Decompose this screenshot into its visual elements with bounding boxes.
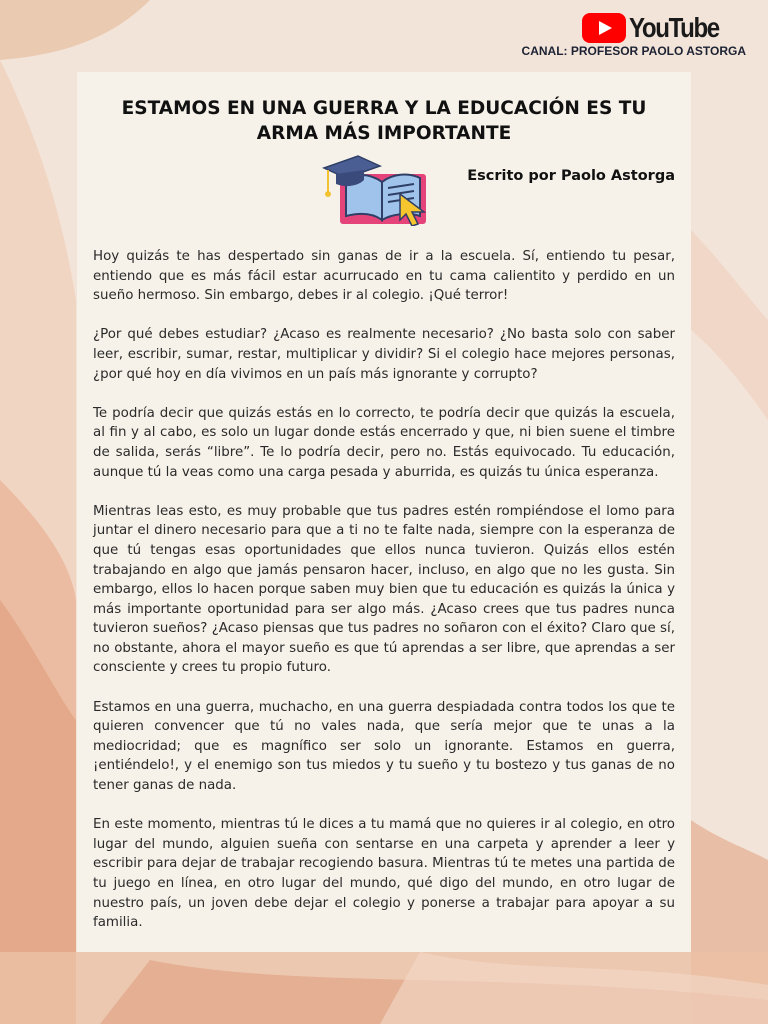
paragraph: ¿Por qué debes estudiar? ¿Acaso es realmente necesario? ¿No basta solo con saber leer, escribir, sumar, restar, multiplicar y dividir? Si el colegio hace mejores personas, ¿por qué hoy en día vivimos en un país más ignorante y corrupto?	[93, 327, 675, 382]
article-author: Escrito por Paolo Astorga	[467, 168, 675, 184]
paragraph: Te podría decir que quizás estás en lo correcto, te podría decir que quizás la escuela, al fin y al cabo, es solo un lugar donde estás encerrado y que, ni bien suene el timbre de salida, serás “libre”. Te lo podría decir, pero no. Estás equivocado. Tu educación, aunque tú la veas como una carga pesada y aburrida, es quizás tu única esperanza.	[93, 405, 675, 480]
paragraph: Hoy quizás te has despertado sin ganas de ir a la escuela. Sí, entiendo tu pesar, entiendo que es más fácil estar acurrucado en tu cama calientito y perdido en un sueño hermoso. Sin embargo, debes ir al colegio. ¡Qué terror!	[93, 249, 675, 304]
youtube-play-icon	[582, 13, 626, 43]
paragraph: Mientras leas esto, es muy probable que tus padres estén rompiéndose el lomo para juntar el dinero necesario para que a ti no te falte nada, siempre con la esperanza de que tú tengas esas oportunidades que ellos nunca tuvieron. Quizás ellos estén trabajando en algo que jamás pensaron hacer, incluso, en algo que no les gusta. Sin embargo, ellos lo hacen porque saben muy bien que tu educación es quizás la única y más importante oportunidad para ser algo más. ¿Acaso crees que tus padres nunca tuvieron sueños? ¿Acaso piensas que tus padres no soñaron con el éxito? Claro que sí, no obstante, ahora el mayor sueño es que tú aprendas a ser libre, que aprendas a ser consciente y crees tu propio futuro.	[93, 503, 675, 676]
article-body	[93, 247, 675, 952]
article-card	[77, 72, 691, 952]
channel-name: CANAL: PROFESOR PAOLO ASTORGA	[521, 44, 746, 58]
youtube-logo	[582, 12, 733, 44]
paragraph: Estamos en una guerra, muchacho, en una guerra despiadada contra todos los que te quieren convencer que tú no vales nada, que sería mejor que te unas a la mediocridad; que es magnífico ser solo un ignorante. Estamos en guerra, ¡entiéndelo!, y el enemigo son tus miedos y tu sueño y tu bostezo y tus ganas de no tener ganas de nada.	[93, 699, 675, 794]
youtube-wordmark: YouTube	[629, 12, 719, 43]
education-book-icon	[322, 154, 432, 226]
paragraph: En este momento, mientras tú le dices a tu mamá que no quieres ir al colegio, en otro lugar del mundo, alguien sueña con sentarse en una carpeta y aprender a leer y escribir para dejar de trabajar recogiendo basura. Mientras tú te metes una partida de tu juego en línea, en otro lugar del mundo, qué digo del mundo, en otro lugar de nuestro país, un joven debe dejar el colegio y ponerse a trabajar para apoyar a su familia.	[93, 817, 675, 931]
article-title: ESTAMOS EN UNA GUERRA Y LA EDUCACIÓN ES TU ARMA MÁS IMPORTANTE	[121, 98, 647, 144]
